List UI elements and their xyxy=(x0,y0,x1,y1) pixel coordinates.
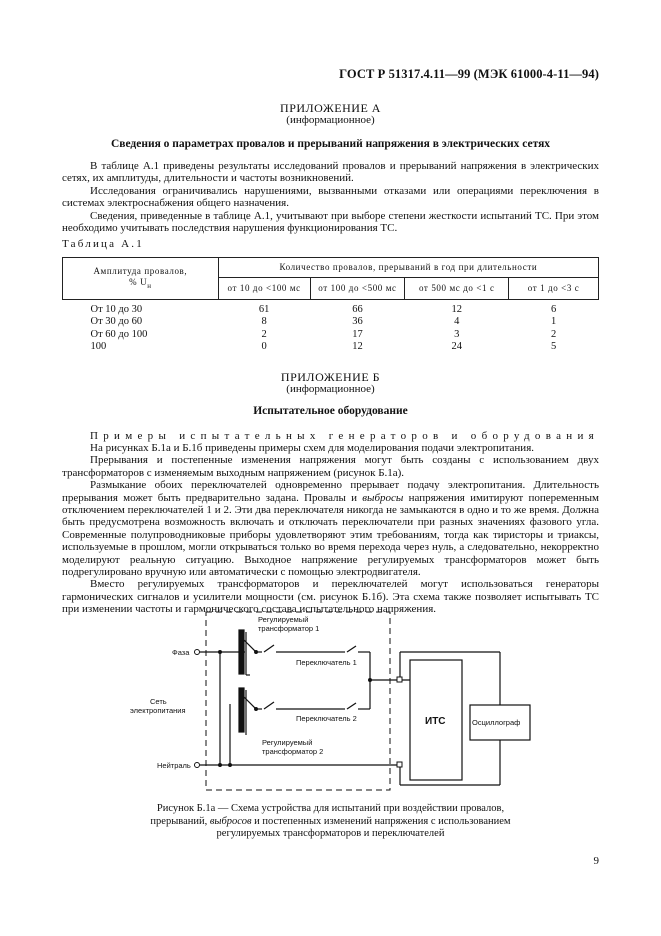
cell: 61 xyxy=(258,304,270,315)
paragraph: Исследования ограничивались нарушениями, вызванными отказами или операциями переключения в системах электроснабжения общего назначения. xyxy=(62,184,599,210)
paragraph: В таблице А.1 приведены результаты исследований провалов и прерываний напряжения в электрических сетях, их амплитуды, длительности и частоты возникновений. xyxy=(62,160,599,185)
cell: 36 xyxy=(352,316,363,328)
appendix-b-title: ПРИЛОЖЕНИЕ Б xyxy=(280,370,381,384)
table-header-amplitude xyxy=(63,258,219,300)
paragraph: Прерывания и постепенные изменения напряжения могут быть созданы с использованием двух трансформаторов с изменяемым выходным напряжением (рисунок Б.1а). xyxy=(62,454,599,479)
cell: 5 xyxy=(550,341,557,353)
appendix-a-title: ПРИЛОЖЕНИЕ А xyxy=(280,101,381,115)
text-emphasis: выбросов xyxy=(209,815,252,827)
caption-line: регулируемых трансформаторов и переключателей xyxy=(216,828,445,839)
cell: 3 xyxy=(454,328,460,340)
figure-caption xyxy=(62,803,599,841)
cell: 12 xyxy=(352,341,363,353)
data-table xyxy=(62,257,599,354)
label-line: трансформатор 2 xyxy=(262,747,324,756)
text-run: прерываний, xyxy=(150,815,210,827)
row-label: От 60 до 100 xyxy=(90,328,148,340)
text-run: и постепенных изменений напряжения с использованием xyxy=(251,815,511,827)
table-subheader: от 100 до <500 мс xyxy=(310,278,405,300)
cell: 4 xyxy=(454,316,460,328)
label-switch2: Переключатель 2 xyxy=(296,714,357,723)
appendix-b-heading: Испытательное оборудование xyxy=(253,405,408,417)
label-transformer2 xyxy=(262,738,323,756)
table-subheader: от 10 до <100 мс xyxy=(218,278,310,300)
paragraph: Вместо регулируемых трансформаторов и переключателей могут использоваться генераторы гармонических сигналов и усилители мощности (см. рисунок Б.1б). Эта схема также позволяет испытывать ТС при изменении частоты и гармонического состава испытательного напряжения. xyxy=(62,578,599,616)
row-label: 100 xyxy=(90,341,107,353)
table-subheader: от 1 до <3 с xyxy=(509,278,599,300)
cell: 0 xyxy=(261,341,267,353)
cell: 6 xyxy=(550,304,557,315)
label-line: трансформатор 1 xyxy=(258,624,320,633)
cell: 12 xyxy=(451,304,463,315)
table-subheader: от 500 мс до <1 с xyxy=(405,278,509,300)
table-row xyxy=(63,341,599,353)
appendix-b-text xyxy=(62,442,599,616)
enclosure-dashed xyxy=(206,612,390,790)
label-line: Сеть xyxy=(150,697,167,706)
caption-line xyxy=(62,816,599,829)
label-switch1: Переключатель 1 xyxy=(296,658,357,667)
row-label: От 10 до 30 xyxy=(90,304,143,315)
label-neutral: Нейтраль xyxy=(157,761,191,770)
paragraph xyxy=(62,479,599,578)
circuit-diagram xyxy=(0,600,661,800)
row-label: От 30 до 60 xyxy=(90,316,143,328)
paragraph: Сведения, приведенные в таблице А.1, учитывают при выборе степени жесткости испытаний ТС. При этом необходимо учитывать последствия нарушения функционирования ТС. xyxy=(62,209,599,235)
label-line: электропитания xyxy=(130,706,186,715)
appendix-a-heading: Сведения о параметрах провалов и прерываний напряжения в электрических сетях xyxy=(110,138,551,150)
table-row xyxy=(63,304,599,316)
label-network xyxy=(130,697,186,715)
label-transformer1 xyxy=(258,615,319,633)
cell: 2 xyxy=(550,328,557,340)
label-phase: Фаза xyxy=(172,648,190,657)
label-line: Регулируемый xyxy=(258,615,309,624)
text-run: напряжения имитируют попеременным отключением переключателей 1 и 2. Эти два переключателя никогда не замыкаются в одно и то же время. Должна быть предусмотрена возможность включать и отключать переключатели при разных значениях фазового угла. Современные полупроводниковые приборы удовлетворяют этим требованиям, тогда как тиристоры и триаксы, используемые в прошлом, могли открываться только во время перехода через нуль, а следовательно, некорректно моделируют реальную ситуацию. Выходное напряжение регулируемых трансформаторов может быть подрегулировано вручную или автоматически с помощью электродвигателя. xyxy=(62,491,599,579)
paragraph: На рисунках Б.1а и Б.1б приведены примеры схем для моделирования подачи электропитания. xyxy=(90,442,535,454)
header-unit: % U xyxy=(129,276,148,287)
table-row xyxy=(63,329,599,341)
table-header-group: Количество провалов, прерываний в год при длительности xyxy=(218,258,598,278)
header-text: Амплитуда провалов, xyxy=(93,265,188,276)
label-its: ИТС xyxy=(425,716,446,727)
label-line: Регулируемый xyxy=(262,738,313,747)
cell: 8 xyxy=(261,316,267,328)
cell: 24 xyxy=(451,341,463,353)
header-unit-sub: н xyxy=(147,281,152,290)
label-oscillograph: Осциллограф xyxy=(472,718,521,727)
text-run: Размыкание обоих переключателей одновременно прерывает подачу электропитания. Длительность прерывания может быть предварительно задана. Провалы и xyxy=(62,479,599,504)
document-header: ГОСТ Р 51317.4.11—99 (МЭК 61000-4-11—94) xyxy=(339,67,599,81)
cell: 2 xyxy=(261,328,267,340)
cell: 66 xyxy=(352,304,363,315)
table-row xyxy=(63,316,599,328)
appendix-a-subtitle: (информационное) xyxy=(286,114,375,126)
text-emphasis: выбросы xyxy=(362,491,404,504)
appendix-b-subtitle: (информационное) xyxy=(286,383,375,395)
spaced-heading: Примеры испытательных генераторов и оборудования xyxy=(90,430,599,442)
table-label: Таблица А.1 xyxy=(62,238,144,250)
appendix-a-text xyxy=(62,160,599,234)
cell: 17 xyxy=(352,328,363,340)
page-number: 9 xyxy=(593,855,599,867)
cell: 1 xyxy=(550,316,557,328)
caption-line: Рисунок Б.1а — Схема устройства для испытаний при воздействии провалов, xyxy=(156,803,505,814)
